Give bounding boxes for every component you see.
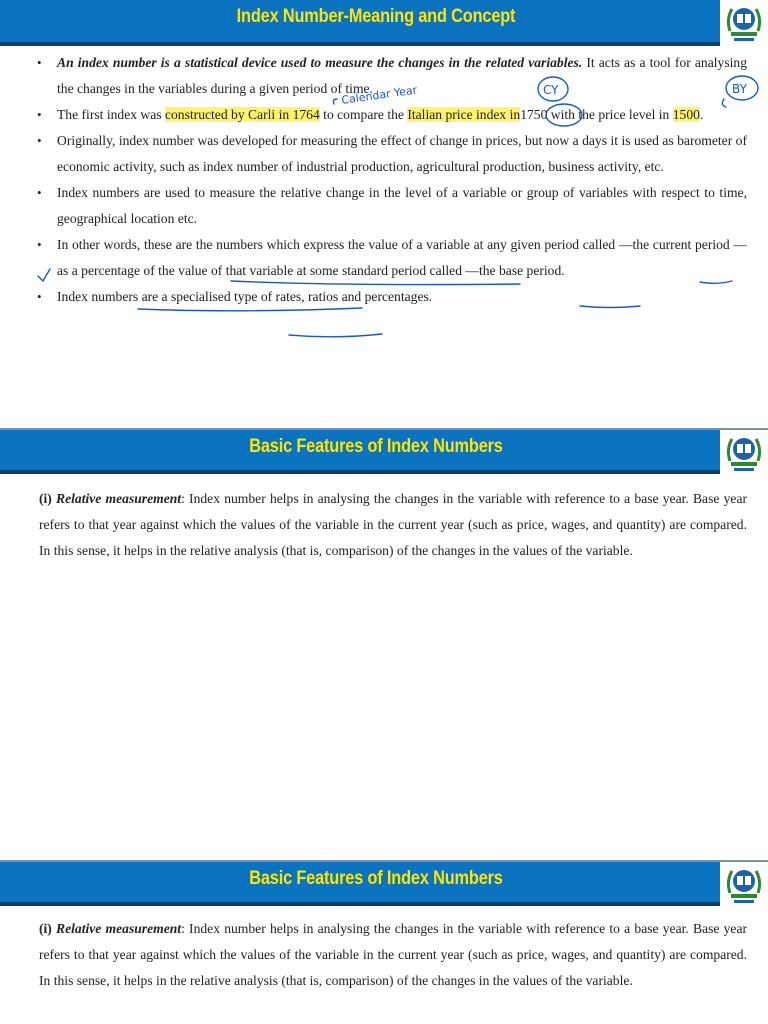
bullet-list <box>37 50 747 310</box>
institute-logo-icon <box>720 0 768 46</box>
highlight-italian-price-index: Italian price index in <box>407 107 521 122</box>
highlight-1500: 1500 <box>672 107 700 122</box>
bullet-first-index: • The first index was constructed by Carli in 1764 to compare the Italian price index in1750 with the price level in 1500. <box>37 102 747 128</box>
slide-title: Index Number-Meaning and Concept <box>236 6 516 27</box>
institute-logo-icon <box>720 862 768 908</box>
slide-header <box>0 862 768 906</box>
cy-annotation: CY <box>543 83 559 97</box>
underline-rates-ratios <box>289 334 382 337</box>
bullet-relative-change: • Index numbers are used to measure the relative change in the level of a variable or group of variables with respect to time, geographical location etc. <box>37 180 747 232</box>
bullet-definition: • An index number is a statistical device used to measure the changes in the related variables. It acts as a tool for analysing the changes in the variables during a given period of time. <box>37 50 747 102</box>
slide-index-number-meaning <box>0 0 768 392</box>
slide-header <box>0 430 768 474</box>
feature-relative-measurement: (i) Relative measurement: Index number helps in analysing the changes in the variable with reference to a base year. Base year refers to that year against which the values of the variable in the current year (such as price, wages, and quantity) are compared. In this sense, it helps in the relative analysis (that is, comparison) of the changes in the values of the variable. <box>39 491 748 558</box>
slide-title: Basic Features of Index Numbers <box>249 436 503 457</box>
slide-title: Basic Features of Index Numbers <box>249 868 503 889</box>
year-1750: 1750 <box>520 107 548 122</box>
bullet-originally: • Originally, index number was developed for measuring the effect of change in prices, but now a days it is used as barometer of economic activity, such as index number of industrial production, agricultural production, business activity, etc. <box>37 128 747 180</box>
bullet-specialised-type: • Index numbers are a specialised type of rates, ratios and percentages. <box>37 284 747 310</box>
slide-header <box>0 0 768 46</box>
highlight-carli-1764: constructed by Carli in 1764 <box>164 107 320 122</box>
slide-basic-features <box>0 430 768 830</box>
bullet-in-other-words: • In other words, these are the numbers which express the value of a variable at any given period called —the current period —as a percentage of the value of that variable at some standard period called —the base period. <box>37 232 747 284</box>
slide-basic-features-repeat <box>0 862 768 1024</box>
by-annotation: BY <box>732 82 747 96</box>
feature-relative-measurement: (i) Relative measurement: Index number helps in analysing the changes in the variable with reference to a base year. Base year refers to that year against which the values of the variable in the current year (such as price, wages, and quantity) are compared. In this sense, it helps in the relative analysis (that is, comparison) of the changes in the values of the variable. <box>39 921 748 988</box>
institute-logo-icon <box>720 430 768 476</box>
calendar-year-annotation: Calendar Year <box>340 83 418 107</box>
